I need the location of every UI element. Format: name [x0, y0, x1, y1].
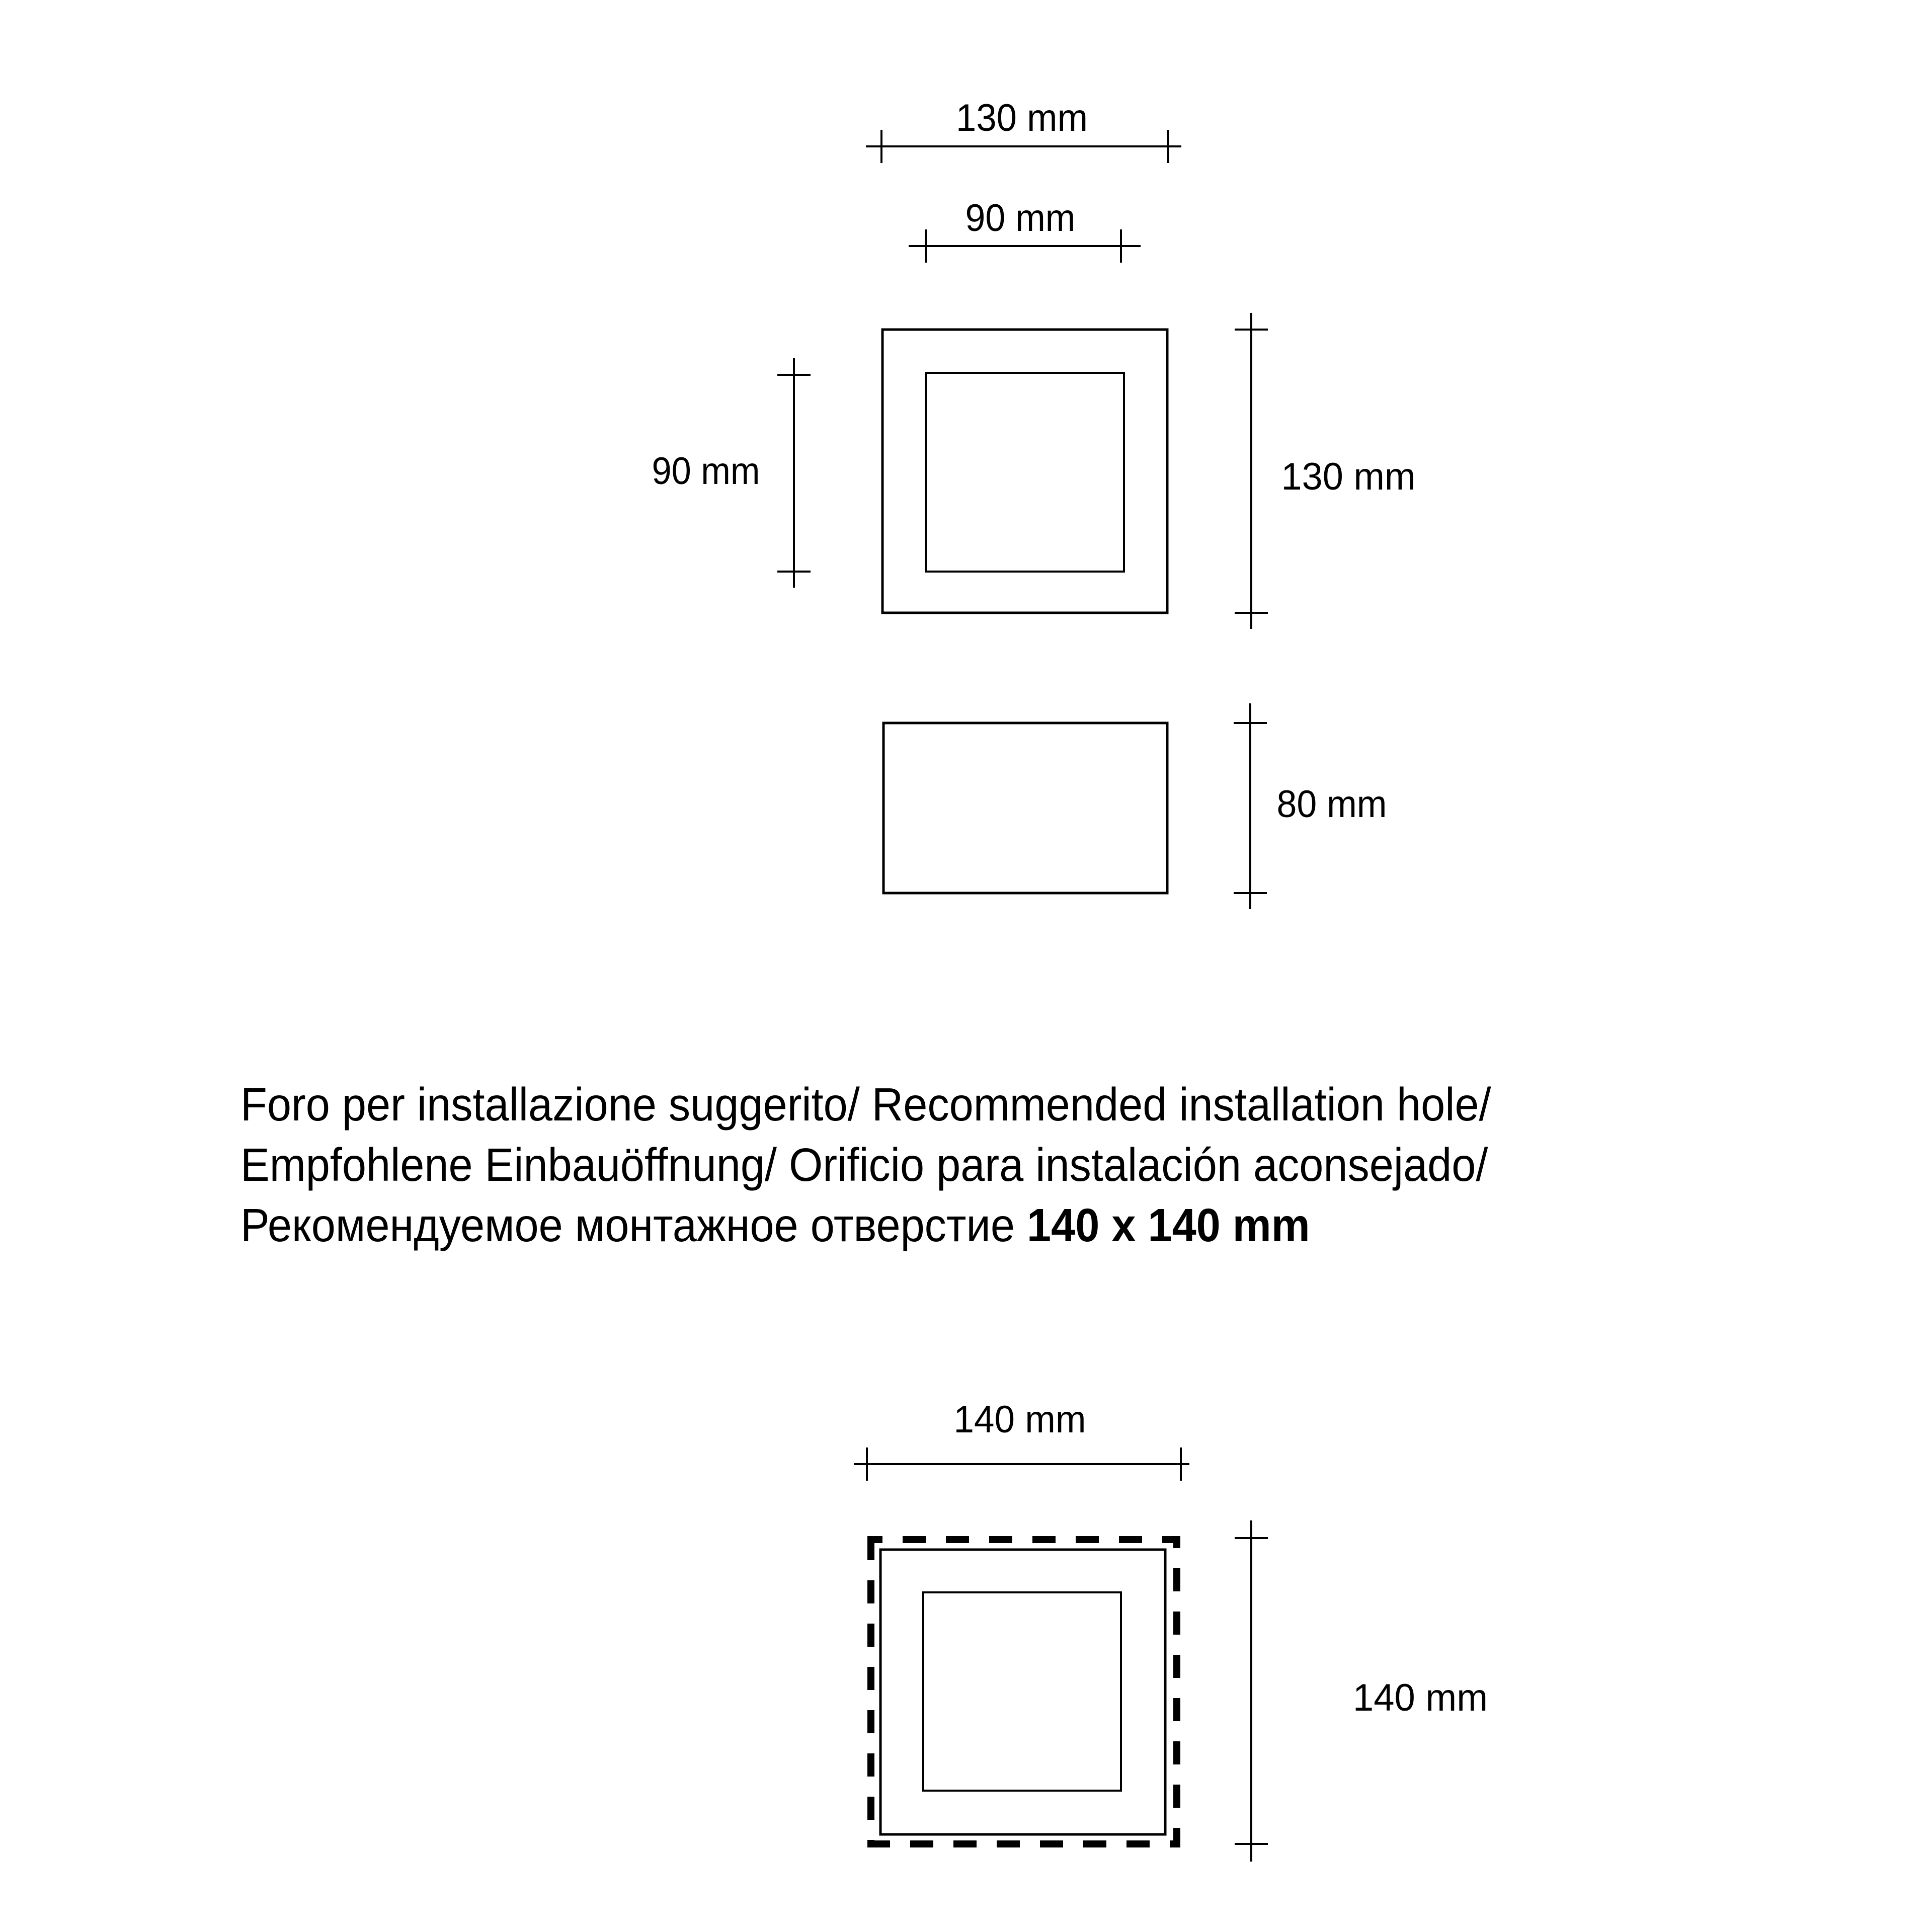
note-line-1: Foro per installazione suggerito/ Recommended installation hole/ — [240, 1078, 1491, 1131]
hole-width-label: 140 mm — [953, 1398, 1086, 1441]
hole-dashed-square — [871, 1540, 1177, 1844]
note-line-3 — [240, 1195, 1491, 1255]
side-height-label: 80 mm — [1276, 783, 1387, 826]
installation-hole-figure — [854, 1398, 1488, 1862]
note-line-3-text: Рекомендуемое монтажное отверстие — [240, 1199, 1027, 1251]
front-view-figure — [652, 97, 1416, 629]
note-hole-size-value: 140 x 140 mm — [1026, 1199, 1310, 1251]
note-line-2: Empfohlene Einbauöffnung/ Orificio para instalación aconsejado/ — [240, 1139, 1488, 1191]
installation-note — [240, 1074, 1491, 1255]
hole-height-label: 140 mm — [1353, 1676, 1488, 1719]
front-outer-width-label: 130 mm — [956, 97, 1088, 139]
side-view-rect — [883, 723, 1167, 893]
front-inner-height-label: 90 mm — [652, 450, 760, 493]
hole-inner-square — [923, 1592, 1121, 1791]
side-view-figure — [883, 703, 1387, 909]
front-outer-height-label: 130 mm — [1281, 455, 1416, 498]
front-inner-width-label: 90 mm — [965, 197, 1076, 239]
front-inner-square — [926, 373, 1124, 572]
